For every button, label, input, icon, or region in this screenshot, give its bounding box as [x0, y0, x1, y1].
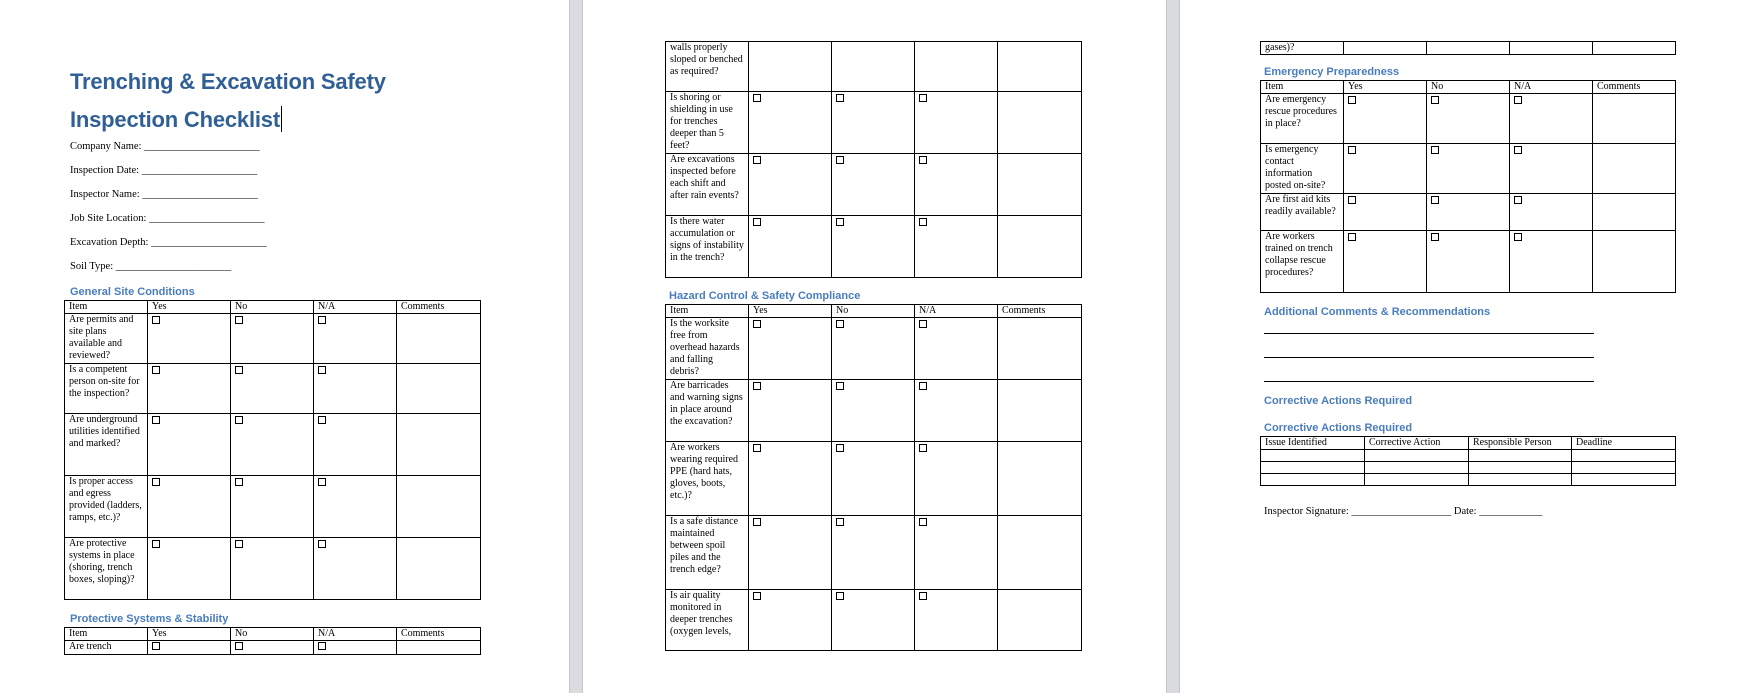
page-gutter — [569, 0, 583, 693]
comments-cell[interactable] — [998, 380, 1082, 442]
yes-checkbox[interactable] — [753, 156, 761, 164]
comments-cell[interactable] — [998, 42, 1082, 92]
no-checkbox[interactable] — [235, 642, 243, 650]
yes-checkbox[interactable] — [753, 444, 761, 452]
comments-cell[interactable] — [397, 476, 481, 538]
col-header-item: Item — [666, 305, 749, 318]
na-checkbox[interactable] — [1514, 196, 1522, 204]
col-header-comments: Comments — [1593, 81, 1676, 94]
no-checkbox[interactable] — [235, 366, 243, 374]
col-header-corrective-action: Corrective Action — [1365, 437, 1469, 450]
protective-systems-table-continued — [665, 41, 1082, 278]
table-row — [666, 318, 1082, 380]
col-header-yes: Yes — [749, 305, 832, 318]
page-gutter — [1166, 0, 1180, 693]
yes-checkbox[interactable] — [152, 642, 160, 650]
text-cursor — [281, 106, 282, 132]
inspector-signature-blank: ___________________ — [1351, 506, 1452, 517]
yes-checkbox[interactable] — [753, 382, 761, 390]
comments-cell[interactable] — [397, 641, 481, 655]
col-header-no: No — [231, 301, 314, 314]
col-header-na: N/A — [915, 305, 998, 318]
col-header-yes: Yes — [148, 301, 231, 314]
comments-cell[interactable] — [998, 216, 1082, 278]
table-row — [666, 442, 1082, 516]
item-text: Are trench — [65, 641, 148, 655]
no-checkbox[interactable] — [1431, 146, 1439, 154]
na-checkbox[interactable] — [318, 540, 326, 548]
no-checkbox[interactable] — [836, 156, 844, 164]
hazard-control-table — [665, 304, 1082, 651]
comments-cell[interactable] — [397, 414, 481, 476]
col-header-no: No — [1427, 81, 1510, 94]
comments-cell[interactable] — [1593, 94, 1676, 144]
comments-cell[interactable] — [998, 516, 1082, 590]
table-row — [1261, 194, 1676, 231]
table-row — [666, 516, 1082, 590]
table-row — [65, 314, 481, 364]
protective-systems-table — [64, 627, 481, 655]
document-page-1 — [0, 0, 569, 693]
item-text: Are emergency rescue procedures in place? — [1261, 94, 1344, 144]
table-row — [666, 590, 1082, 651]
yes-checkbox[interactable] — [152, 316, 160, 324]
item-text: Is emergency contact information posted on-site? — [1261, 144, 1344, 194]
hazard-control-table-continued — [1260, 41, 1676, 55]
no-checkbox[interactable] — [836, 382, 844, 390]
date-label: Date: — [1453, 506, 1477, 517]
item-text: Are first aid kits readily available? — [1261, 194, 1344, 231]
yes-checkbox[interactable] — [152, 366, 160, 374]
table-row — [1261, 42, 1676, 55]
na-checkbox[interactable] — [919, 444, 927, 452]
field-soil-type[interactable]: Soil Type: ______________________ — [70, 261, 232, 272]
section-heading-emergency: Emergency Preparedness — [1264, 66, 1400, 78]
item-text: Is a competent person on-site for the inspection? — [65, 364, 148, 414]
yes-checkbox[interactable] — [753, 518, 761, 526]
na-checkbox[interactable] — [318, 642, 326, 650]
comments-cell[interactable] — [397, 538, 481, 600]
emergency-preparedness-table — [1260, 80, 1676, 293]
comments-cell[interactable] — [998, 92, 1082, 154]
col-header-comments: Comments — [397, 628, 481, 641]
date-blank: ____________ — [1479, 506, 1543, 517]
field-company-name[interactable]: Company Name: ______________________ — [70, 141, 260, 152]
section-heading-general: General Site Conditions — [70, 286, 195, 298]
table-row — [1261, 94, 1676, 144]
comments-cell[interactable] — [1593, 144, 1676, 194]
comments-cell[interactable] — [998, 318, 1082, 380]
col-header-yes: Yes — [1344, 81, 1427, 94]
item-text: Is proper access and egress provided (ladders, ramps, etc.)? — [65, 476, 148, 538]
item-text: Are protective systems in place (shoring, trench boxes, sloping)? — [65, 538, 148, 600]
na-checkbox[interactable] — [318, 316, 326, 324]
table-row — [666, 380, 1082, 442]
item-text: Are excavations inspected before each shift and after rain events? — [666, 154, 749, 216]
comment-line[interactable] — [1264, 381, 1594, 382]
document-title[interactable] — [70, 63, 386, 139]
table-row — [1261, 144, 1676, 194]
col-header-item: Item — [65, 301, 148, 314]
title-line-1: Trenching & Excavation Safety — [70, 69, 386, 94]
yes-checkbox[interactable] — [1348, 233, 1356, 241]
item-text: Are permits and site plans available and reviewed? — [65, 314, 148, 364]
na-checkbox[interactable] — [919, 382, 927, 390]
section-heading-hazard: Hazard Control & Safety Compliance — [669, 290, 861, 302]
yes-checkbox[interactable] — [753, 94, 761, 102]
no-checkbox[interactable] — [235, 416, 243, 424]
corrective-actions-table — [1260, 436, 1676, 486]
na-checkbox[interactable] — [318, 416, 326, 424]
comments-cell[interactable] — [998, 154, 1082, 216]
item-text: Is air quality monitored in deeper trenches (oxygen levels, — [666, 590, 749, 651]
col-header-item: Item — [1261, 81, 1344, 94]
yes-checkbox[interactable] — [753, 592, 761, 600]
no-checkbox[interactable] — [235, 540, 243, 548]
col-header-no: No — [231, 628, 314, 641]
table-row — [1261, 474, 1676, 486]
table-row — [65, 364, 481, 414]
no-checkbox[interactable] — [1431, 96, 1439, 104]
col-header-responsible-person: Responsible Person — [1469, 437, 1572, 450]
col-header-issue: Issue Identified — [1261, 437, 1365, 450]
comments-cell[interactable] — [397, 314, 481, 364]
item-text: Are workers wearing required PPE (hard hats, gloves, boots, etc.)? — [666, 442, 749, 516]
na-checkbox[interactable] — [919, 320, 927, 328]
yes-checkbox[interactable] — [1348, 196, 1356, 204]
comments-cell[interactable] — [1593, 194, 1676, 231]
inspector-signature-label: Inspector Signature: — [1264, 506, 1349, 517]
comments-cell[interactable] — [1593, 42, 1676, 55]
document-page-2 — [583, 0, 1166, 693]
col-header-no: No — [832, 305, 915, 318]
col-header-deadline: Deadline — [1572, 437, 1676, 450]
col-header-na: N/A — [314, 301, 397, 314]
yes-checkbox[interactable] — [152, 478, 160, 486]
section-heading-protective: Protective Systems & Stability — [70, 613, 229, 625]
table-row — [65, 641, 481, 655]
yes-checkbox[interactable] — [753, 218, 761, 226]
no-checkbox[interactable] — [1431, 196, 1439, 204]
yes-checkbox[interactable] — [1348, 96, 1356, 104]
no-checkbox[interactable] — [836, 444, 844, 452]
no-checkbox[interactable] — [836, 518, 844, 526]
col-header-na: N/A — [1510, 81, 1593, 94]
section-heading-additional: Additional Comments & Recommendations — [1264, 306, 1491, 318]
yes-checkbox[interactable] — [152, 540, 160, 548]
table-row — [1261, 450, 1676, 462]
table-row — [1261, 462, 1676, 474]
table-row — [65, 538, 481, 600]
item-text: Is shoring or shielding in use for trenches deeper than 5 feet? — [666, 92, 749, 154]
na-checkbox[interactable] — [1514, 146, 1522, 154]
field-inspector-name[interactable]: Inspector Name: ______________________ — [70, 189, 258, 200]
section-heading-corrective-1: Corrective Actions Required — [1264, 395, 1413, 407]
signature-line[interactable] — [1264, 505, 1542, 519]
no-checkbox[interactable] — [836, 592, 844, 600]
field-inspection-date[interactable]: Inspection Date: ______________________ — [70, 165, 258, 176]
comments-cell[interactable] — [998, 590, 1082, 651]
item-text: Is there water accumulation or signs of instability in the trench? — [666, 216, 749, 278]
yes-checkbox[interactable] — [753, 320, 761, 328]
col-header-na: N/A — [314, 628, 397, 641]
comments-cell[interactable] — [397, 364, 481, 414]
field-excavation-depth[interactable]: Excavation Depth: ______________________ — [70, 237, 267, 248]
section-heading-corrective-2: Corrective Actions Required — [1264, 422, 1413, 434]
field-job-site-location[interactable]: Job Site Location: ______________________ — [70, 213, 265, 224]
item-text: Is the worksite free from overhead hazards and falling debris? — [666, 318, 749, 380]
table-row — [666, 92, 1082, 154]
no-checkbox[interactable] — [235, 316, 243, 324]
item-text: Are workers trained on trench collapse rescue procedures? — [1261, 231, 1344, 293]
na-checkbox[interactable] — [919, 94, 927, 102]
col-header-comments: Comments — [397, 301, 481, 314]
comments-cell[interactable] — [998, 442, 1082, 516]
yes-checkbox[interactable] — [152, 416, 160, 424]
general-conditions-table — [64, 300, 481, 600]
na-checkbox[interactable] — [919, 518, 927, 526]
comment-line[interactable] — [1264, 333, 1594, 334]
na-checkbox[interactable] — [1514, 233, 1522, 241]
item-text: gases)? — [1261, 42, 1344, 55]
col-header-comments: Comments — [998, 305, 1082, 318]
table-row — [666, 42, 1082, 92]
no-checkbox[interactable] — [1431, 233, 1439, 241]
item-text: Are barricades and warning signs in place around the excavation? — [666, 380, 749, 442]
no-checkbox[interactable] — [836, 218, 844, 226]
no-checkbox[interactable] — [836, 320, 844, 328]
document-page-3 — [1180, 0, 1750, 693]
table-row — [1261, 231, 1676, 293]
na-checkbox[interactable] — [1514, 96, 1522, 104]
na-checkbox[interactable] — [318, 366, 326, 374]
yes-checkbox[interactable] — [1348, 146, 1356, 154]
comments-cell[interactable] — [1593, 231, 1676, 293]
title-line-2: Inspection Checklist — [70, 107, 280, 132]
col-header-item: Item — [65, 628, 148, 641]
item-text: Is a safe distance maintained between spoil piles and the trench edge? — [666, 516, 749, 590]
table-row — [666, 154, 1082, 216]
col-header-yes: Yes — [148, 628, 231, 641]
table-row — [65, 476, 481, 538]
na-checkbox[interactable] — [318, 478, 326, 486]
comment-line[interactable] — [1264, 357, 1594, 358]
item-text: Are underground utilities identified and marked? — [65, 414, 148, 476]
no-checkbox[interactable] — [235, 478, 243, 486]
na-checkbox[interactable] — [919, 592, 927, 600]
no-checkbox[interactable] — [836, 94, 844, 102]
table-row — [65, 414, 481, 476]
na-checkbox[interactable] — [919, 156, 927, 164]
table-row — [666, 216, 1082, 278]
item-text: walls properly sloped or benched as required? — [666, 42, 749, 92]
na-checkbox[interactable] — [919, 218, 927, 226]
